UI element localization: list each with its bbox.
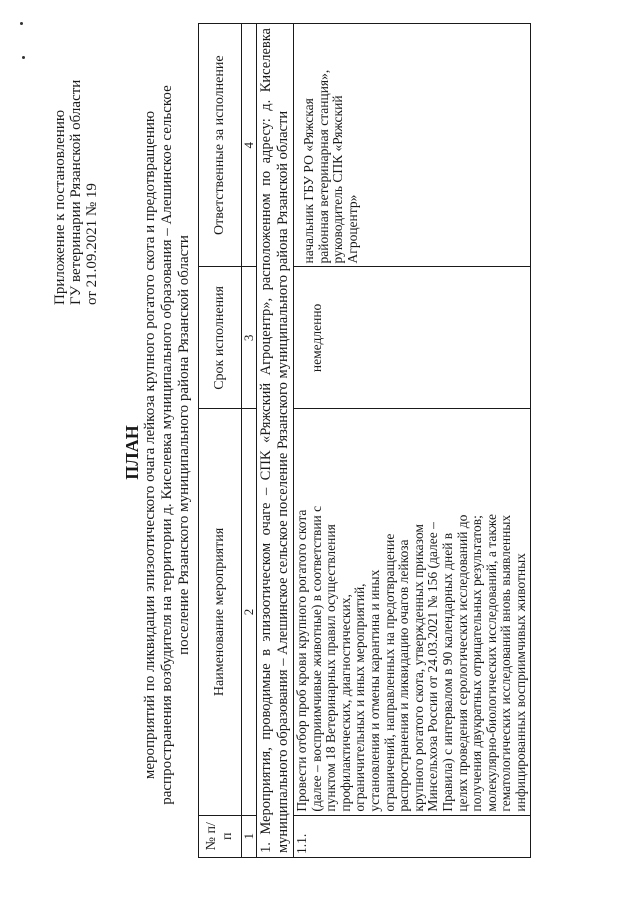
row-responsible bbox=[294, 24, 531, 267]
table-header-row bbox=[199, 24, 242, 858]
row-deadline: немедленно bbox=[294, 267, 531, 409]
header-line: от 21.09.2021 № 19 bbox=[84, 183, 100, 305]
header-line: ГУ ветеринарии Рязанской области bbox=[68, 79, 84, 305]
row-name-line: распространения и ликвидацию очагов лейкоза bbox=[396, 539, 412, 812]
row-name-line: получения двукратных отрицательных результатов; bbox=[469, 515, 485, 812]
column-number: 1 bbox=[242, 815, 257, 857]
header-responsible: Ответственные за исполнение bbox=[199, 24, 242, 267]
approval-header bbox=[52, 25, 100, 305]
document-title: ПЛАН bbox=[122, 425, 142, 480]
row-responsible-line: руководитель СПК «Ряжский bbox=[330, 95, 346, 264]
row-name-line: установления и отмены карантина и иных bbox=[366, 569, 382, 812]
subtitle-line: поселение Рязанского муниципального района Рязанской области bbox=[176, 235, 192, 655]
header-name: Наименование мероприятия bbox=[199, 409, 242, 815]
header-deadline: Срок исполнения bbox=[199, 267, 242, 409]
document-subtitle bbox=[142, 55, 193, 835]
section-heading: 1. Мероприятия, проводимые в эпизоотическом очаге – СПК «Ряжский Агроцентр», расположенном по адресу: д. Киселевка муниципального образования – Алешинское сельское поселение Рязанского муниципального района Рязанской области bbox=[257, 24, 294, 858]
row-name-line: Минсельхоза России от 24.03.2021 № 156 (далее – bbox=[425, 522, 441, 812]
header-num: № п/п bbox=[199, 815, 242, 857]
row-name-line: молекулярно-биологических исследований, а также bbox=[483, 513, 499, 812]
scan-mark bbox=[22, 56, 25, 59]
row-name-line: Правила) с интервалом в 90 календарных дней в bbox=[439, 532, 455, 812]
row-name-line: Провести отбор проб крови крупного рогатого скота bbox=[294, 509, 309, 812]
plan-table bbox=[198, 23, 531, 858]
row-num: 1.1. bbox=[294, 815, 531, 857]
row-responsible-line: районная ветеринарная станция», bbox=[315, 69, 331, 264]
subtitle-line: мероприятий по ликвидации эпизоотического очага лейкоза крупного рогатого скота и предотвращению bbox=[142, 110, 158, 780]
row-name-line: пунктом 18 Ветеринарных правил осуществления bbox=[323, 524, 339, 812]
table-row bbox=[294, 24, 531, 858]
row-responsible-line: начальник ГБУ РО «Ряжская bbox=[301, 98, 316, 264]
row-name-line: ограничений, направленных на предотвращение bbox=[381, 533, 397, 812]
row-name-line: гематологических исследований вновь выявленных bbox=[498, 514, 514, 812]
row-name-line: крупного рогатого скота, утвержденных приказом bbox=[410, 524, 426, 812]
row-name-line: целях проведения серологических исследований до bbox=[454, 514, 470, 812]
column-number-row bbox=[242, 24, 257, 858]
section-row bbox=[257, 24, 294, 858]
column-number: 3 bbox=[242, 267, 257, 409]
column-number: 2 bbox=[242, 409, 257, 815]
row-name-line: инфицированных восприимчивых животных bbox=[512, 553, 528, 812]
row-name bbox=[294, 409, 531, 815]
scan-mark bbox=[20, 22, 23, 25]
row-name-line: профилактических, диагностических, bbox=[337, 594, 353, 812]
column-number: 4 bbox=[242, 24, 257, 267]
row-name-line: ограничительных и иных мероприятий, bbox=[352, 583, 368, 812]
header-line: Приложение к постановлению bbox=[52, 109, 68, 305]
subtitle-line: распространения возбудителя на территории д. Киселевка муниципального образования – Алешинское сельское bbox=[159, 85, 175, 805]
row-name-line: (далее – восприимчивые животные) в соответствии с bbox=[308, 505, 324, 812]
row-responsible-line: Агроцентр» bbox=[344, 194, 360, 264]
